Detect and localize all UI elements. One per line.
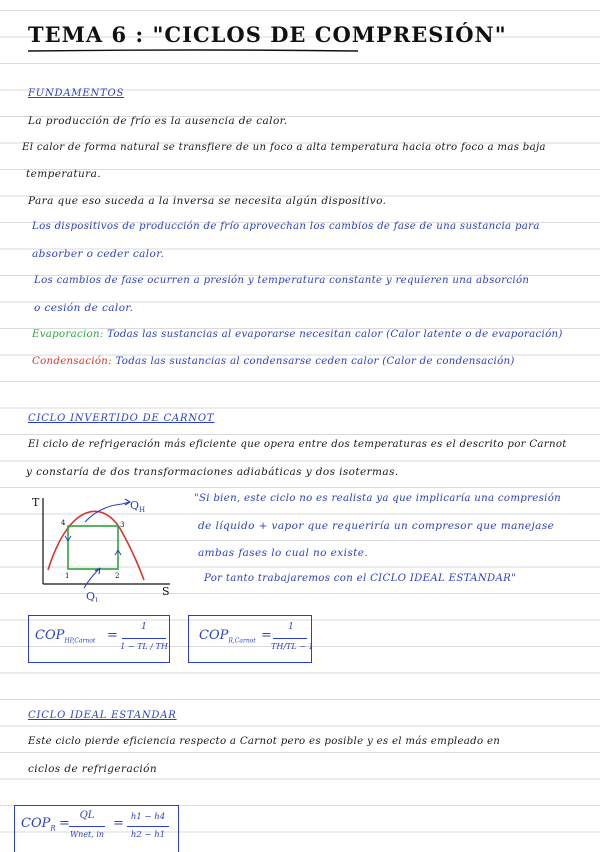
note-line: ambas fases lo cual no existe.	[198, 547, 369, 559]
fraction-bar	[127, 826, 169, 827]
point-label-1: 1	[65, 572, 70, 580]
cop-hp-carnot-box	[28, 615, 170, 663]
fraction-bar	[273, 638, 307, 639]
cop-ideal-equals-2: =	[113, 816, 124, 831]
text-line: Los dispositivos de producción de frío aprovechan los cambios de fase de una sustancia para	[32, 221, 540, 232]
cop-ideal-numerator-1: QL	[79, 810, 95, 821]
point-label-3: 3	[120, 521, 125, 529]
cop-r-denominator: TH/TL − 1	[271, 642, 314, 651]
text-line: La producción de frío es la ausencia de calor.	[28, 115, 288, 127]
condensation-label: Condensación:	[32, 356, 112, 367]
cop-r-equals: =	[261, 628, 272, 643]
section-heading-ideal: CICLO IDEAL ESTANDAR	[28, 710, 177, 721]
cop-ideal-lhs: $COP_R$	[21, 816, 56, 833]
text-line: o cesión de calor.	[34, 302, 134, 314]
point-label-4: 4	[61, 519, 66, 527]
text-line: temperatura.	[26, 168, 102, 180]
cop-r-numerator: 1	[288, 622, 294, 632]
text-line: Los cambios de fase ocurren a presión y temperatura constante y requieren una absorción	[34, 275, 530, 286]
text-line: Este ciclo pierde eficiencia respecto a Carnot pero es posible y es el más empleado en	[28, 736, 501, 747]
ql-arrow-icon	[84, 568, 100, 588]
cop-ideal-equals-1: =	[59, 816, 70, 831]
cop-ideal-numerator-2: h1 − h4	[130, 812, 166, 822]
section-heading-fundamentos: FUNDAMENTOS	[28, 88, 125, 99]
cop-hp-numerator: 1	[141, 622, 147, 632]
evaporation-line	[32, 329, 563, 340]
evaporation-text: Todas las sustancias al evaporarse necesitan calor (Calor latente o de evaporación)	[107, 329, 563, 340]
text-line: El ciclo de refrigeración más eficiente que opera entre dos temperaturas es el descrito por Carnot	[28, 439, 567, 450]
evaporation-label: Evaporacion:	[32, 329, 104, 340]
page-title: TEMA 6 : "CICLOS DE COMPRESIÓN"	[28, 22, 507, 47]
text-line: El calor de forma natural se transfiere de un foco a alta temperatura hacia otro foco a mas baja	[22, 142, 546, 153]
text-line: ciclos de refrigeración	[28, 763, 158, 775]
ts-diagram	[30, 492, 180, 602]
text-line: y constaría de dos transformaciones adiabáticas y dos isotermas.	[26, 466, 399, 478]
note-line: Por tanto trabajaremos con el CICLO IDEAL ESTANDAR"	[204, 573, 517, 584]
axis-t-label: T	[32, 496, 40, 509]
cop-ideal-denominator-1: Wnet, in	[69, 830, 105, 839]
note-line: "Si bien, este ciclo no es realista ya que implicaría una compresión	[194, 493, 562, 504]
cop-hp-lhs: $COP_{HP,Carnot}$	[35, 628, 96, 645]
section-heading-carnot: CICLO INVERTIDO DE CARNOT	[28, 413, 215, 424]
cop-hp-denominator: 1 − TL / TH	[120, 642, 168, 651]
ql-label: $Q_L$	[86, 590, 100, 602]
carnot-cycle-rectangle	[68, 526, 118, 569]
cop-r-lhs: $COP_{R,Carnot}$	[199, 628, 256, 645]
axis-s-label: S	[162, 585, 170, 598]
qh-label: $Q_H$	[130, 499, 146, 514]
text-line: Para que eso suceda a la inversa se necesita algún dispositivo.	[28, 195, 387, 207]
fraction-bar	[69, 826, 105, 827]
cop-ideal-denominator-2: h2 − h1	[130, 830, 166, 840]
text-line: absorber o ceder calor.	[32, 248, 165, 260]
condensation-text: Todas las sustancias al condensarse ceden calor (Calor de condensación)	[115, 356, 515, 367]
fraction-bar	[122, 638, 166, 639]
cop-hp-equals: =	[107, 628, 118, 643]
point-label-2: 2	[115, 572, 120, 580]
cop-r-ideal-box	[14, 805, 179, 852]
cop-r-carnot-box	[188, 615, 312, 663]
title-underline	[26, 48, 361, 54]
note-line: de líquido + vapor que requeriría un compresor que manejase	[198, 520, 555, 532]
condensation-line	[32, 356, 515, 367]
